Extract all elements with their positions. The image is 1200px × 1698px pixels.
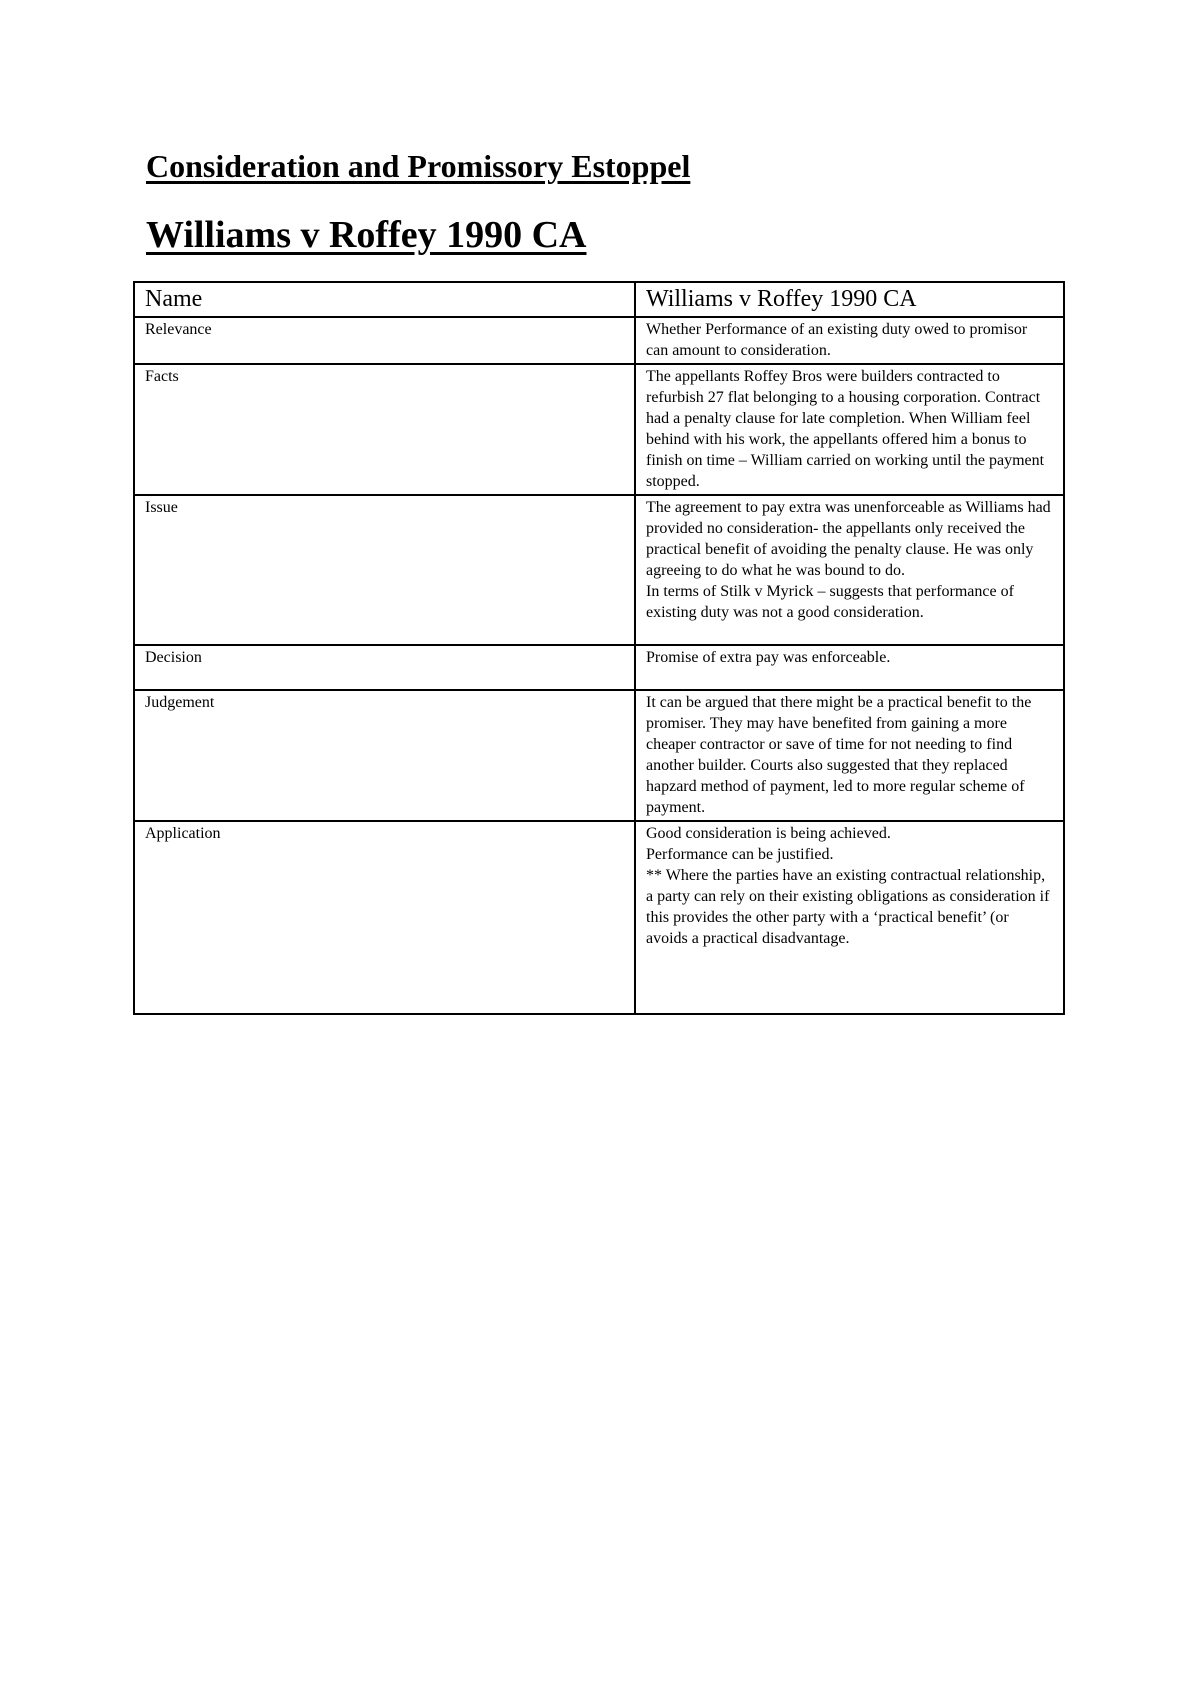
row-value-text: ** Where the parties have an existing contractual relationship, a party can rely on their existing obligations as consideration if this provides the other party with a ‘practical benefit’ (or avoids a practical disadvantage.	[646, 867, 1050, 947]
row-value-text: The appellants Roffey Bros were builders contracted to refurbish 27 flat belonging to a housing corporation. Contract had a penalty clause for late completion. When William feel behind with his work, the appellants offered him a bonus to finish on time – William carried on working until the payment stopped.	[646, 368, 1045, 490]
row-value-text: It can be argued that there might be a practical benefit to the promiser. They may have benefited from gaining a more cheaper contractor or save of time for not needing to find another builder. Courts also suggested that they replaced hapzard method of payment, led to more regular scheme of payment.	[646, 694, 1032, 816]
table-row-decision	[134, 645, 1064, 690]
row-label: Application	[134, 821, 635, 1014]
row-label: Facts	[134, 364, 635, 495]
row-label: Judgement	[134, 690, 635, 821]
document-title: Consideration and Promissory Estoppel	[146, 148, 691, 184]
table-row-facts	[134, 364, 1064, 495]
header-value-cell: Williams v Roffey 1990 CA	[635, 282, 1064, 317]
row-value-text: Promise of extra pay was enforceable.	[646, 649, 891, 666]
table-row-judgement	[134, 690, 1064, 821]
case-summary-table	[133, 281, 1065, 1015]
row-value	[635, 317, 1064, 364]
row-value	[635, 364, 1064, 495]
table-row-application	[134, 821, 1064, 1014]
row-value	[635, 645, 1064, 690]
row-label: Decision	[134, 645, 635, 690]
row-label: Relevance	[134, 317, 635, 364]
table-row-issue	[134, 495, 1064, 645]
row-value	[635, 821, 1064, 1014]
row-value-text: In terms of Stilk v Myrick – suggests that performance of existing duty was not a good consideration.	[646, 583, 1014, 621]
row-value	[635, 690, 1064, 821]
row-label: Issue	[134, 495, 635, 645]
table-header-row	[134, 282, 1064, 317]
row-value-text: The agreement to pay extra was unenforceable as Williams had provided no consideration- the appellants only received the practical benefit of avoiding the penalty clause. He was only agreeing to do what he was bound to do.	[646, 499, 1051, 579]
row-value	[635, 495, 1064, 645]
header-label-cell: Name	[134, 282, 635, 317]
table-row-relevance	[134, 317, 1064, 364]
row-value-text: Whether Performance of an existing duty owed to promisor can amount to consideration.	[646, 321, 1028, 359]
row-value-text: Performance can be justified.	[646, 846, 834, 863]
case-title: Williams v Roffey 1990 CA	[146, 214, 587, 256]
row-value-text: Good consideration is being achieved.	[646, 825, 891, 842]
